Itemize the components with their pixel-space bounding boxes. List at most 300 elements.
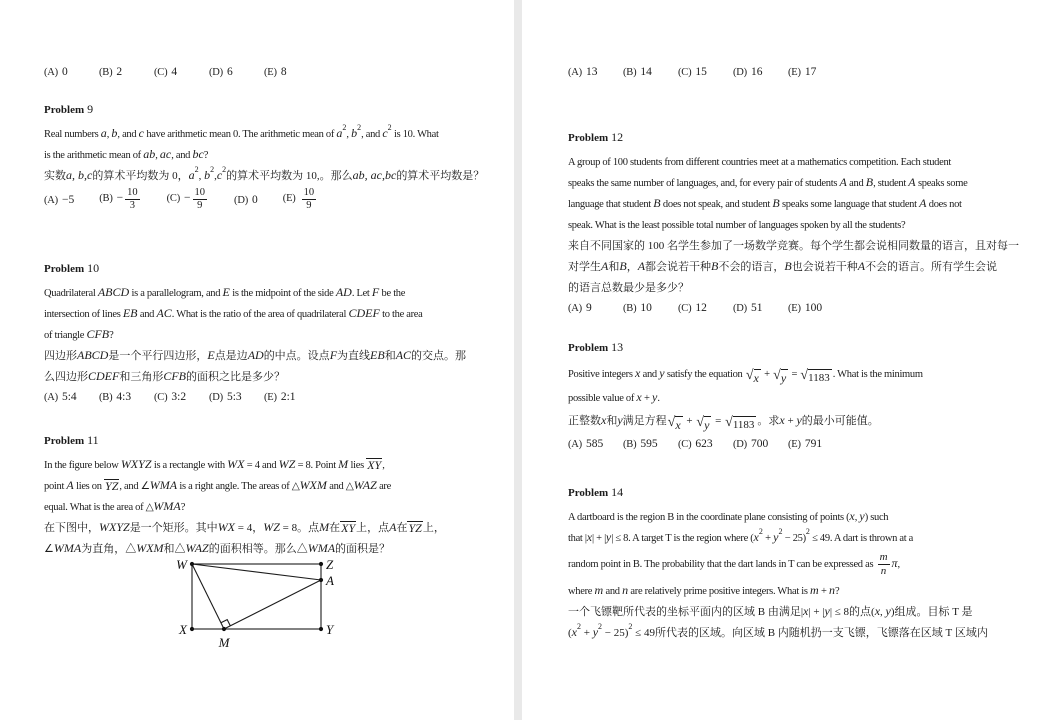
text-span: 点是边 — [214, 350, 248, 362]
text-span: 的面积相等。那么△ — [208, 543, 308, 555]
text-span: + — [762, 533, 774, 544]
math-variable: b — [351, 126, 358, 140]
problem-title-word: Problem — [568, 132, 609, 144]
square-root — [773, 369, 788, 385]
text-span: ) such — [864, 512, 889, 523]
answer-option — [623, 296, 678, 319]
math-variable: CFB — [86, 327, 110, 341]
math-variable: y — [796, 413, 802, 427]
label-y: Y — [326, 622, 334, 637]
option-label: (E) — [788, 439, 801, 450]
text-span: 12 — [695, 302, 707, 314]
label-w: W — [176, 557, 187, 572]
text-span: 9 — [585, 302, 592, 314]
answer-option — [99, 385, 154, 408]
math-variable: WAZ — [185, 541, 209, 555]
answer-option — [209, 385, 264, 408]
text-span: are relatively prime positive integers. What is — [628, 586, 810, 597]
math-variable: n — [622, 583, 629, 597]
problem-title — [568, 338, 1013, 360]
numerator: 10 — [193, 188, 208, 201]
math-variable: WAZ — [353, 478, 377, 492]
label-m: M — [218, 635, 230, 650]
text-span: + — [581, 627, 593, 639]
segment-wm — [192, 564, 224, 629]
text-span: A group of 100 students from different countries meet at a mathematics competition. Each student — [568, 157, 952, 168]
answer-option — [678, 296, 733, 319]
problem-title-number: 13 — [611, 340, 624, 354]
text-span: ， — [626, 261, 638, 273]
text-span: 四边形 — [44, 350, 77, 362]
superscript: 2 — [222, 164, 227, 174]
square-root — [725, 416, 756, 432]
square-root — [746, 369, 761, 385]
answer-options-row — [568, 297, 1013, 318]
text-span: 2 — [116, 66, 123, 78]
option-label: (D) — [209, 67, 223, 78]
text-span: , — [897, 559, 900, 570]
option-label: (E) — [264, 67, 277, 78]
problem-9-section — [44, 100, 489, 213]
math-variable: x — [634, 366, 641, 380]
text-span: , and — [117, 129, 139, 140]
text-line — [568, 192, 1013, 213]
problem-14-section — [568, 483, 1013, 642]
chinese-text-line — [44, 516, 489, 537]
text-span: , and ∠ — [119, 481, 150, 492]
math-variable: F — [371, 285, 380, 299]
text-span: have arithmetic mean 0. The arithmetic mean of — [144, 129, 337, 140]
text-span: 595 — [640, 438, 658, 450]
math-variable: CDEF — [88, 369, 120, 383]
text-span: | ≤ 8. A target T is the region where ( — [611, 533, 754, 544]
text-span: − — [184, 192, 191, 205]
text-span: 0 — [61, 66, 68, 78]
text-span: does not — [926, 199, 962, 210]
text-span: is a right angle. The areas of △ — [177, 481, 300, 492]
answer-option — [788, 296, 843, 319]
text-span: . What is the minimum — [832, 369, 923, 380]
answer-option — [99, 186, 141, 212]
math-variable: a, b,c — [66, 168, 93, 182]
text-span: ( — [568, 627, 572, 639]
math-variable: x — [601, 413, 607, 427]
text-span: , — [854, 512, 860, 523]
answer-options-row — [568, 61, 1013, 82]
text-span: 和 — [606, 415, 618, 427]
text-line — [568, 579, 1013, 600]
text-span: 上，点 — [356, 522, 390, 534]
superscript: 2 — [357, 122, 362, 132]
math-variable: x — [803, 604, 809, 618]
math-variable: WXM — [136, 541, 164, 555]
option-label: (B) — [623, 303, 637, 314]
text-line — [568, 150, 1013, 171]
problem-title-number: 12 — [611, 130, 624, 144]
superscript: 2 — [577, 621, 581, 631]
text-span: . Let — [351, 288, 372, 299]
text-line — [568, 386, 1013, 407]
fraction — [302, 188, 317, 212]
math-variable: m — [594, 583, 604, 597]
overline-segment: XY — [341, 521, 356, 535]
text-line — [568, 171, 1013, 192]
text-span: 在下图中， — [44, 522, 99, 534]
text-span: 也会说若干种 — [791, 261, 858, 273]
math-variable: CFB — [163, 369, 187, 383]
superscript: 2 — [778, 526, 783, 536]
fraction — [125, 188, 140, 212]
option-label: (C) — [678, 67, 692, 78]
text-span: In the figure below — [44, 460, 121, 471]
math-variable: x — [874, 604, 881, 618]
text-span: ∠ — [44, 543, 54, 555]
overline-segment: YZ — [408, 521, 422, 535]
text-span: lies on — [73, 481, 105, 492]
text-span: = — [789, 369, 800, 380]
text-span: ? — [834, 586, 840, 597]
math-variable: B — [619, 259, 627, 273]
text-span: = 8。点 — [279, 522, 320, 534]
text-span: 正整数 — [568, 415, 601, 427]
math-variable: y — [773, 530, 779, 544]
point-y — [319, 627, 323, 631]
math-variable: x — [779, 413, 785, 427]
text-line — [44, 143, 489, 164]
math-variable: B — [711, 259, 719, 273]
text-span: 实数 — [44, 170, 66, 182]
problem-title — [568, 483, 1013, 505]
text-span: 4 — [171, 66, 178, 78]
math-variable: F — [329, 348, 338, 362]
superscript: 2 — [342, 122, 347, 132]
math-variable: E — [207, 348, 215, 362]
text-span: = 8. Point — [295, 460, 339, 471]
text-span: Quadrilateral — [44, 288, 98, 299]
math-variable: WMA — [149, 478, 178, 492]
text-span: 。求 — [757, 415, 780, 427]
text-span: = 4 and — [244, 460, 279, 471]
option-label: (B) — [99, 392, 113, 403]
math-variable: A — [66, 478, 74, 492]
text-span: 来自不同国家的 100 名学生参加了一场数学竞赛。每个学生都会说相同数量的语言，且对每一 — [568, 240, 1019, 252]
math-variable: a — [188, 168, 195, 182]
problem-title-word: Problem — [44, 263, 85, 275]
answer-option — [154, 60, 209, 83]
text-span: 和 — [608, 261, 620, 273]
text-span: 的面积是？ — [335, 543, 391, 555]
math-variable: WX — [217, 520, 236, 534]
text-span: 都会说若干种 — [645, 261, 712, 273]
text-span: 的算术平均数为 10,。那么 — [226, 170, 353, 182]
math-variable: a — [100, 126, 107, 140]
superscript: 2 — [758, 526, 763, 536]
math-variable: AC — [395, 348, 412, 362]
option-label: (A) — [44, 67, 58, 78]
text-span: 对学生 — [568, 261, 601, 273]
text-span: Positive integers — [568, 369, 635, 380]
chinese-text-line — [568, 407, 1013, 433]
chinese-text-line — [568, 255, 1013, 276]
text-span: ? — [109, 330, 114, 341]
text-span: , — [880, 606, 886, 618]
text-line — [568, 360, 1013, 386]
text-line — [568, 526, 1013, 547]
answer-option — [234, 188, 258, 211]
problem-11-section — [44, 431, 489, 558]
segment-wa — [192, 564, 321, 580]
option-label: (D) — [733, 439, 747, 450]
option-label: (D) — [733, 303, 747, 314]
superscript: 2 — [628, 621, 633, 631]
text-span: speaks some — [915, 178, 968, 189]
text-span: and — [640, 369, 660, 380]
text-span: 10 — [640, 302, 652, 314]
text-span: ≤ 49. A dart is thrown at a — [809, 533, 914, 544]
option-label: (E) — [264, 392, 277, 403]
text-line — [44, 323, 489, 344]
math-variable: ABCD — [77, 348, 109, 362]
math-variable: ABCD — [97, 285, 130, 299]
math-variable: WMA — [153, 499, 181, 513]
text-span: 585 — [585, 438, 604, 450]
text-span: 为直角，△ — [81, 543, 137, 555]
text-span: = 4， — [235, 522, 264, 534]
problem-12-section — [568, 128, 1019, 318]
problem-title-number: 9 — [87, 102, 94, 116]
text-span: 700 — [750, 438, 769, 450]
text-line — [44, 302, 489, 323]
text-span: , — [155, 150, 160, 161]
rectangle-wxyz — [192, 564, 321, 629]
text-span: 的中点。设点 — [263, 350, 330, 362]
answer-option — [678, 432, 733, 455]
answer-options-row — [44, 61, 489, 82]
denominator: 9 — [197, 200, 203, 212]
text-line — [568, 505, 1013, 526]
text-span: | ≤ 8的点( — [829, 606, 875, 618]
answer-options-row — [568, 433, 1013, 454]
text-span: , — [106, 129, 112, 140]
problem-title — [568, 128, 1013, 150]
text-span: and — [846, 178, 866, 189]
text-span: 的语言总数最少是多少？ — [568, 282, 689, 294]
math-variable: CDEF — [348, 306, 380, 320]
text-span: ≤ 49所代表的区域。向区域 B 内随机扔一支飞镖，飞镖落在区域 T 区域内 — [632, 627, 988, 639]
answer-option — [264, 60, 319, 83]
text-span: = — [712, 415, 725, 427]
text-span: speaks the same number of languages, and, for every pair of students — [568, 178, 840, 189]
problem-title — [44, 431, 489, 453]
problem-title-word: Problem — [568, 487, 609, 499]
text-span: ? — [180, 502, 186, 513]
segment-ma — [224, 580, 321, 629]
text-span: , student — [873, 178, 909, 189]
radicand: y — [780, 371, 787, 385]
math-variable: y — [605, 530, 612, 544]
text-span: 14 — [640, 66, 652, 78]
math-variable: B — [865, 175, 874, 189]
math-variable: π — [891, 556, 898, 570]
denominator: 3 — [129, 200, 136, 212]
text-span: speaks some language that student — [779, 199, 920, 210]
answer-option — [44, 60, 99, 83]
text-span: − — [116, 192, 124, 205]
label-z: Z — [326, 557, 334, 572]
math-variable: AD — [247, 348, 264, 362]
label-x: X — [179, 622, 187, 637]
answer-options-section — [568, 61, 1013, 82]
problem-title — [44, 100, 489, 122]
math-variable: m — [810, 583, 819, 597]
math-variable: x — [849, 509, 855, 523]
text-line — [44, 453, 489, 474]
problem-title-number: 11 — [87, 433, 99, 447]
option-label: (B) — [623, 439, 637, 450]
radical-sign: √ — [773, 368, 781, 383]
problem-13-section — [568, 338, 1013, 454]
text-span: and △ — [326, 481, 354, 492]
radical-sign: √ — [667, 415, 676, 430]
text-span: 的算术平均数为 0， — [92, 170, 189, 182]
text-span: − 25) — [782, 533, 806, 544]
math-variable: y — [885, 604, 891, 618]
answer-option — [264, 385, 319, 408]
text-span: satisfy the equation — [664, 369, 745, 380]
text-span: and — [603, 586, 623, 597]
text-span: − 25) — [602, 627, 629, 639]
text-span: , — [198, 170, 205, 182]
text-span: 和三角形 — [119, 371, 164, 383]
answer-option — [99, 60, 154, 83]
math-variable: bc — [192, 147, 204, 161]
math-variable: c — [382, 126, 388, 140]
problem-title-word: Problem — [44, 435, 85, 447]
option-label: (D) — [209, 392, 223, 403]
text-span: lies — [348, 460, 367, 471]
option-label: (B) — [99, 67, 113, 78]
answer-option — [733, 60, 788, 83]
text-span: and — [137, 309, 157, 320]
chinese-text-line — [568, 621, 1013, 642]
superscript: 2 — [210, 164, 215, 174]
option-label: (C) — [166, 193, 181, 205]
math-variable: A — [601, 259, 609, 273]
radicand: x — [753, 371, 759, 385]
text-span: , and — [361, 129, 383, 140]
math-variable: WXM — [299, 478, 327, 492]
chinese-text-line — [44, 537, 489, 558]
fraction — [878, 552, 890, 577]
chinese-text-line — [568, 600, 1013, 621]
text-span: is the arithmetic mean of — [44, 150, 144, 161]
math-variable: y — [652, 390, 658, 404]
math-variable: WZ — [278, 457, 296, 471]
math-variable: WMA — [307, 541, 336, 555]
superscript: 2 — [387, 122, 392, 132]
math-variable: c — [216, 168, 223, 182]
text-span: that | — [568, 533, 587, 544]
text-span: 13 — [585, 66, 598, 78]
page-left — [0, 0, 514, 720]
option-label: (C) — [678, 439, 692, 450]
answer-option — [623, 432, 678, 455]
math-variable: ac — [159, 147, 172, 161]
text-span: 么四边形 — [44, 371, 88, 383]
math-variable: x — [586, 530, 593, 544]
text-span: 和 — [384, 350, 396, 362]
answer-option — [788, 60, 843, 83]
problem-title-number: 14 — [611, 485, 624, 499]
point-w — [190, 562, 194, 566]
text-span: 623 — [695, 438, 713, 450]
math-variable: AD — [335, 285, 352, 299]
text-line — [44, 495, 489, 516]
option-label: (A) — [568, 303, 582, 314]
text-span: 6 — [226, 66, 233, 78]
radical-sign: √ — [725, 415, 733, 430]
text-span: point — [44, 481, 67, 492]
text-span: Real numbers — [44, 129, 101, 140]
math-variable: WX — [227, 457, 245, 471]
math-variable: y — [592, 625, 599, 639]
text-span: equal. What is the area of △ — [44, 502, 154, 513]
numerator: m — [879, 551, 888, 563]
option-label: (C) — [154, 392, 168, 403]
answer-option — [44, 385, 99, 408]
text-span: + — [784, 415, 797, 427]
numerator: 10 — [125, 188, 140, 201]
text-line — [568, 547, 1013, 579]
answer-option — [788, 432, 843, 455]
math-variable: B — [772, 196, 780, 210]
page-divider — [514, 0, 522, 720]
radical-sign: √ — [745, 368, 754, 383]
option-label: (A) — [568, 439, 582, 450]
answer-option — [733, 432, 788, 455]
text-span: 5:3 — [226, 391, 242, 403]
radicand: 1183 — [808, 369, 832, 385]
answer-option — [167, 186, 209, 212]
option-label: (D) — [234, 194, 249, 206]
text-span: 在 — [329, 522, 341, 534]
text-span: 0 — [252, 193, 258, 206]
text-span: | + | — [592, 533, 606, 544]
text-span: . What is the ratio of the area of quadrilateral — [171, 309, 349, 320]
text-span: | + | — [808, 606, 825, 618]
text-span: is a rectangle with — [151, 460, 228, 471]
square-root — [696, 416, 711, 432]
text-span: 的交点。那 — [411, 350, 467, 362]
math-variable: n — [828, 583, 835, 597]
text-span: A dartboard is the region B in the coordinate plane consisting of points ( — [568, 512, 850, 523]
answer-options-row — [44, 386, 489, 407]
math-variable: WXYZ — [120, 457, 152, 471]
text-span: + — [683, 415, 696, 427]
answer-option — [678, 60, 733, 83]
text-span: −5 — [61, 193, 75, 206]
text-span: is a parallelogram, and — [129, 288, 223, 299]
math-variable: y — [824, 604, 830, 618]
problem-title-number: 10 — [87, 261, 100, 275]
option-label: (D) — [733, 67, 747, 78]
math-variable: WXYZ — [99, 520, 130, 534]
geometry-figure — [174, 548, 360, 652]
point-a — [319, 578, 323, 582]
answer-options-row — [44, 185, 489, 213]
text-span: 上， — [422, 522, 445, 534]
radicand: y — [704, 418, 710, 432]
